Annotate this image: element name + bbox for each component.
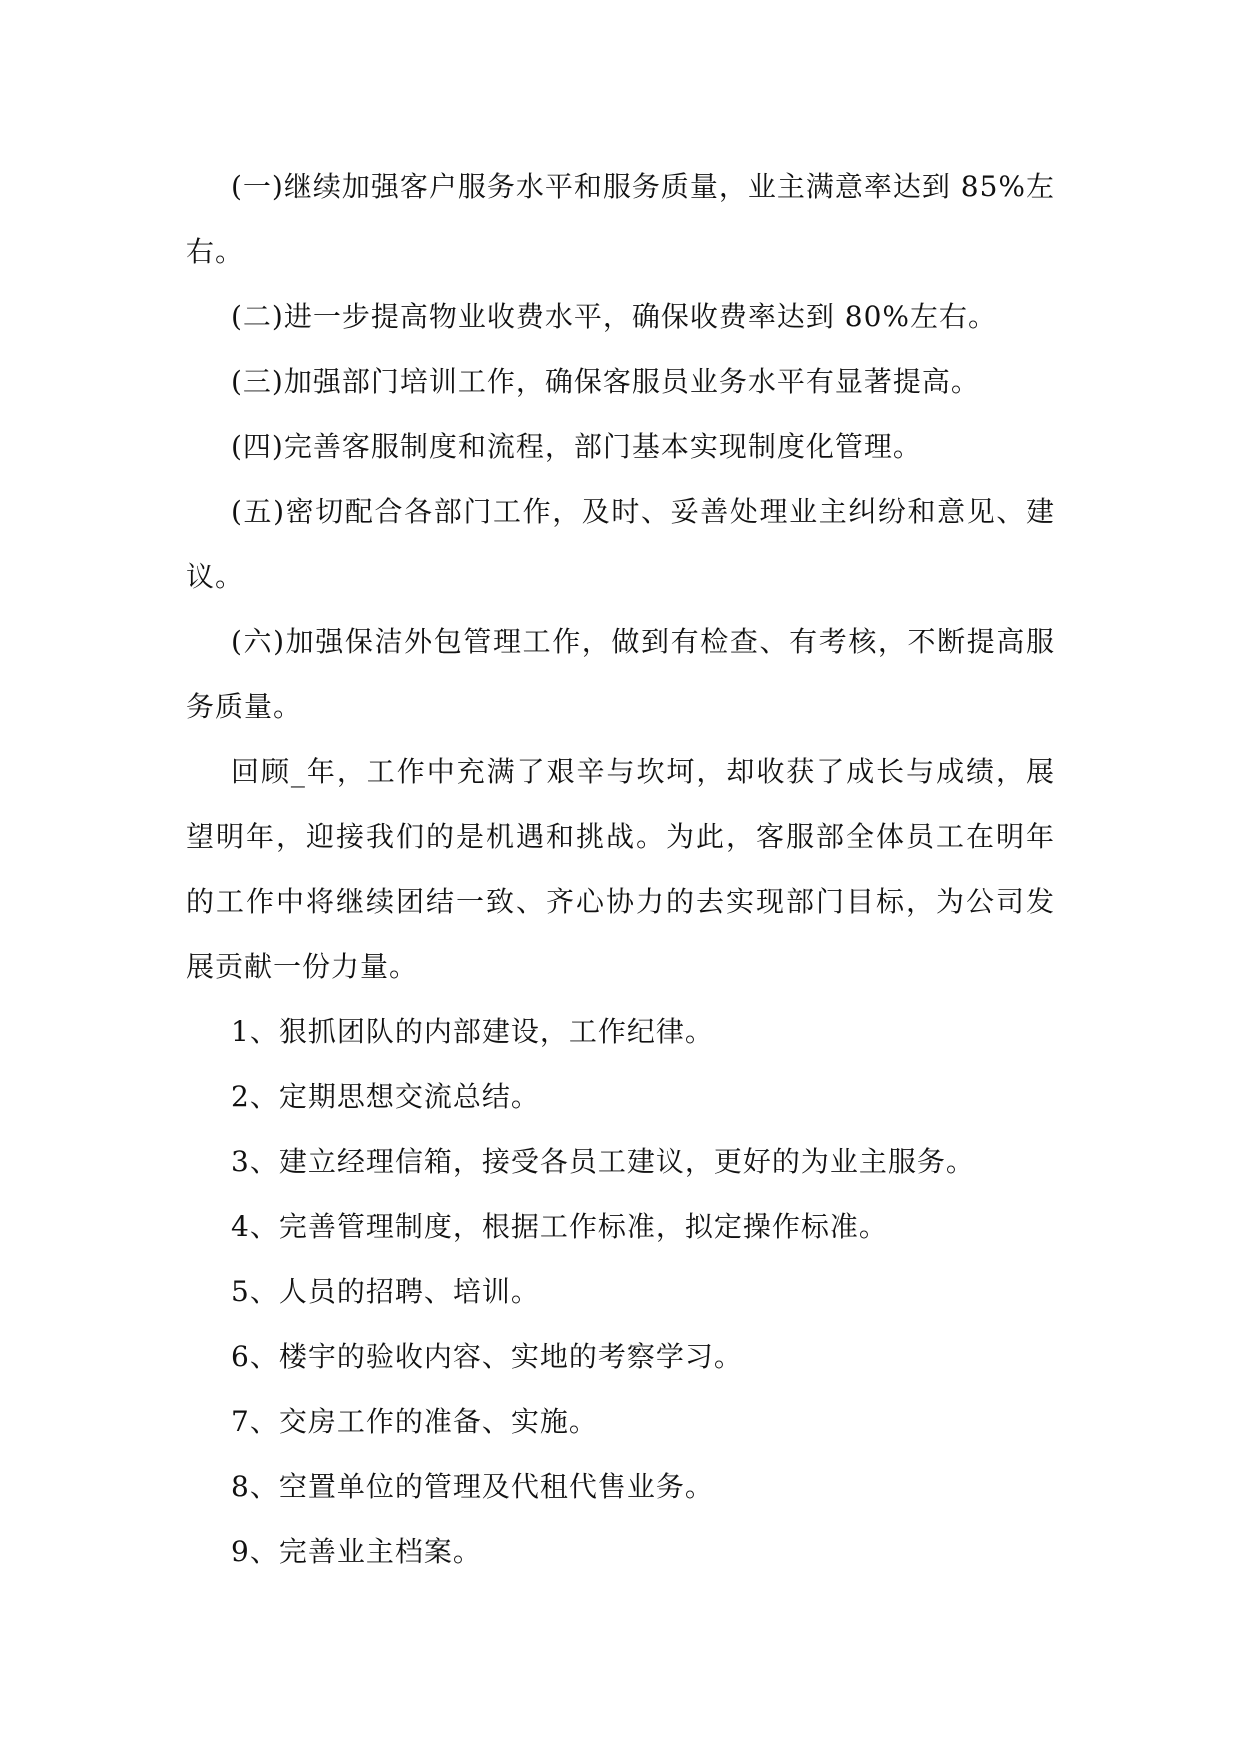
list-item-1: 1、狠抓团队的内部建设，工作纪律。	[231, 1015, 714, 1048]
list-item-6: 6、楼宇的验收内容、实地的考察学习。	[231, 1340, 743, 1373]
paragraph-goal-1: (一)继续加强客户服务水平和服务质量，业主满意率达到 85%左右。	[186, 170, 1055, 268]
list-item-2: 2、定期思想交流总结。	[231, 1080, 540, 1113]
paragraph-review: 回顾_年，工作中充满了艰辛与坎坷，却收获了成长与成绩，展望明年，迎接我们的是机遇和挑战。为此，客服部全体员工在明年的工作中将继续团结一致、齐心协力的去实现部门目标，为公司发展贡献一份力量。	[186, 755, 1055, 983]
paragraph-goal-4: (四)完善客服制度和流程，部门基本实现制度化管理。	[231, 430, 922, 463]
list-item-9: 9、完善业主档案。	[231, 1535, 482, 1568]
paragraph-goal-5: (五)密切配合各部门工作，及时、妥善处理业主纠纷和意见、建议。	[186, 495, 1055, 593]
paragraph-goal-6: (六)加强保洁外包管理工作，做到有检查、有考核，不断提高服务质量。	[186, 625, 1055, 723]
list-item-3: 3、建立经理信箱，接受各员工建议，更好的为业主服务。	[231, 1145, 975, 1178]
list-item-4: 4、完善管理制度，根据工作标准，拟定操作标准。	[231, 1210, 888, 1243]
list-item-8: 8、空置单位的管理及代租代售业务。	[231, 1470, 714, 1503]
list-item-5: 5、人员的招聘、培训。	[231, 1275, 540, 1308]
list-item-7: 7、交房工作的准备、实施。	[231, 1405, 598, 1438]
paragraph-goal-2: (二)进一步提高物业收费水平，确保收费率达到 80%左右。	[231, 300, 997, 333]
paragraph-goal-3: (三)加强部门培训工作，确保客服员业务水平有显著提高。	[231, 365, 980, 398]
